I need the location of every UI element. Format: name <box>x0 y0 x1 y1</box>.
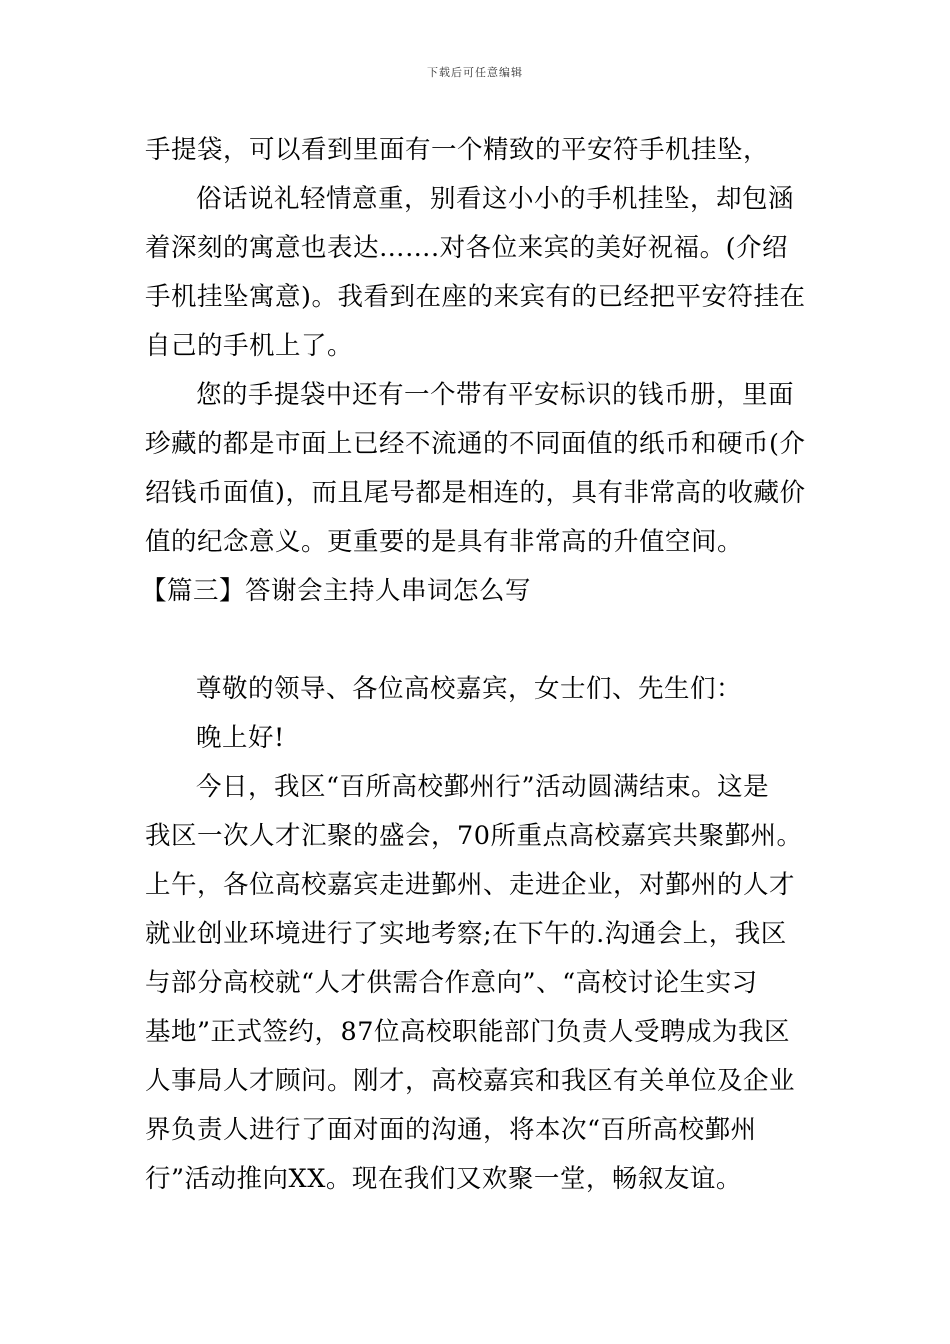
paragraph-line: 绍钱币面值)，而且尾号都是相连的，具有非常高的收藏价 <box>145 478 806 508</box>
paragraph-line: 我区一次人才汇聚的盛会，70所重点高校嘉宾共聚鄞州。 <box>145 821 803 851</box>
paragraph-line: 基地”正式签约，87位高校职能部门负责人受聘成为我区 <box>145 1017 790 1047</box>
section-heading: 【篇三】答谢会主持人串词怎么写 <box>141 576 532 606</box>
paragraph-line: 手提袋，可以看到里面有一个精致的平安符手机挂坠， <box>145 135 770 165</box>
greeting-line: 晚上好! <box>196 723 285 753</box>
paragraph-line: 手机挂坠寓意)。我看到在座的来宾有的已经把平安符挂在 <box>145 282 806 312</box>
paragraph-line: 行”活动推向XX。现在我们又欢聚一堂，畅叙友谊。 <box>145 1164 742 1194</box>
document-body <box>141 126 807 1204</box>
paragraph-line: 人事局人才顾问。刚才，高校嘉宾和我区有关单位及企业 <box>145 1066 796 1096</box>
paragraph-line: 与部分高校就“人才供需合作意向”、“高校讨论生实习 <box>145 968 758 998</box>
paragraph-line: 俗话说礼轻情意重，别看这小小的手机挂坠，却包涵 <box>196 184 795 214</box>
paragraph-line: 界负责人进行了面对面的沟通，将本次“百所高校鄞州 <box>145 1115 757 1145</box>
paragraph-line: 自己的手机上了。 <box>145 331 354 361</box>
blank-line <box>145 616 807 665</box>
greeting-line: 尊敬的领导、各位高校嘉宾，女士们、先生们： <box>196 674 743 704</box>
paragraph-line: 珍藏的都是市面上已经不流通的不同面值的纸币和硬币(介 <box>145 429 806 459</box>
paragraph-line: 今日，我区“百所高校鄞州行”活动圆满结束。这是 <box>196 772 770 802</box>
paragraph-line: 您的手提袋中还有一个带有平安标识的钱币册，里面 <box>196 380 795 410</box>
paragraph-line: 上午，各位高校嘉宾走进鄞州、走进企业，对鄞州的人才 <box>145 870 796 900</box>
paragraph-line: 值的纪念意义。更重要的是具有非常高的升值空间。 <box>145 527 744 557</box>
paragraph-line: 着深刻的寓意也表达…….对各位来宾的美好祝福。(介绍 <box>145 233 789 263</box>
paragraph-line: 就业创业环境进行了实地考察;在下午的.沟通会上，我区 <box>145 919 787 949</box>
page-header: 下载后可任意编辑 <box>427 66 523 79</box>
